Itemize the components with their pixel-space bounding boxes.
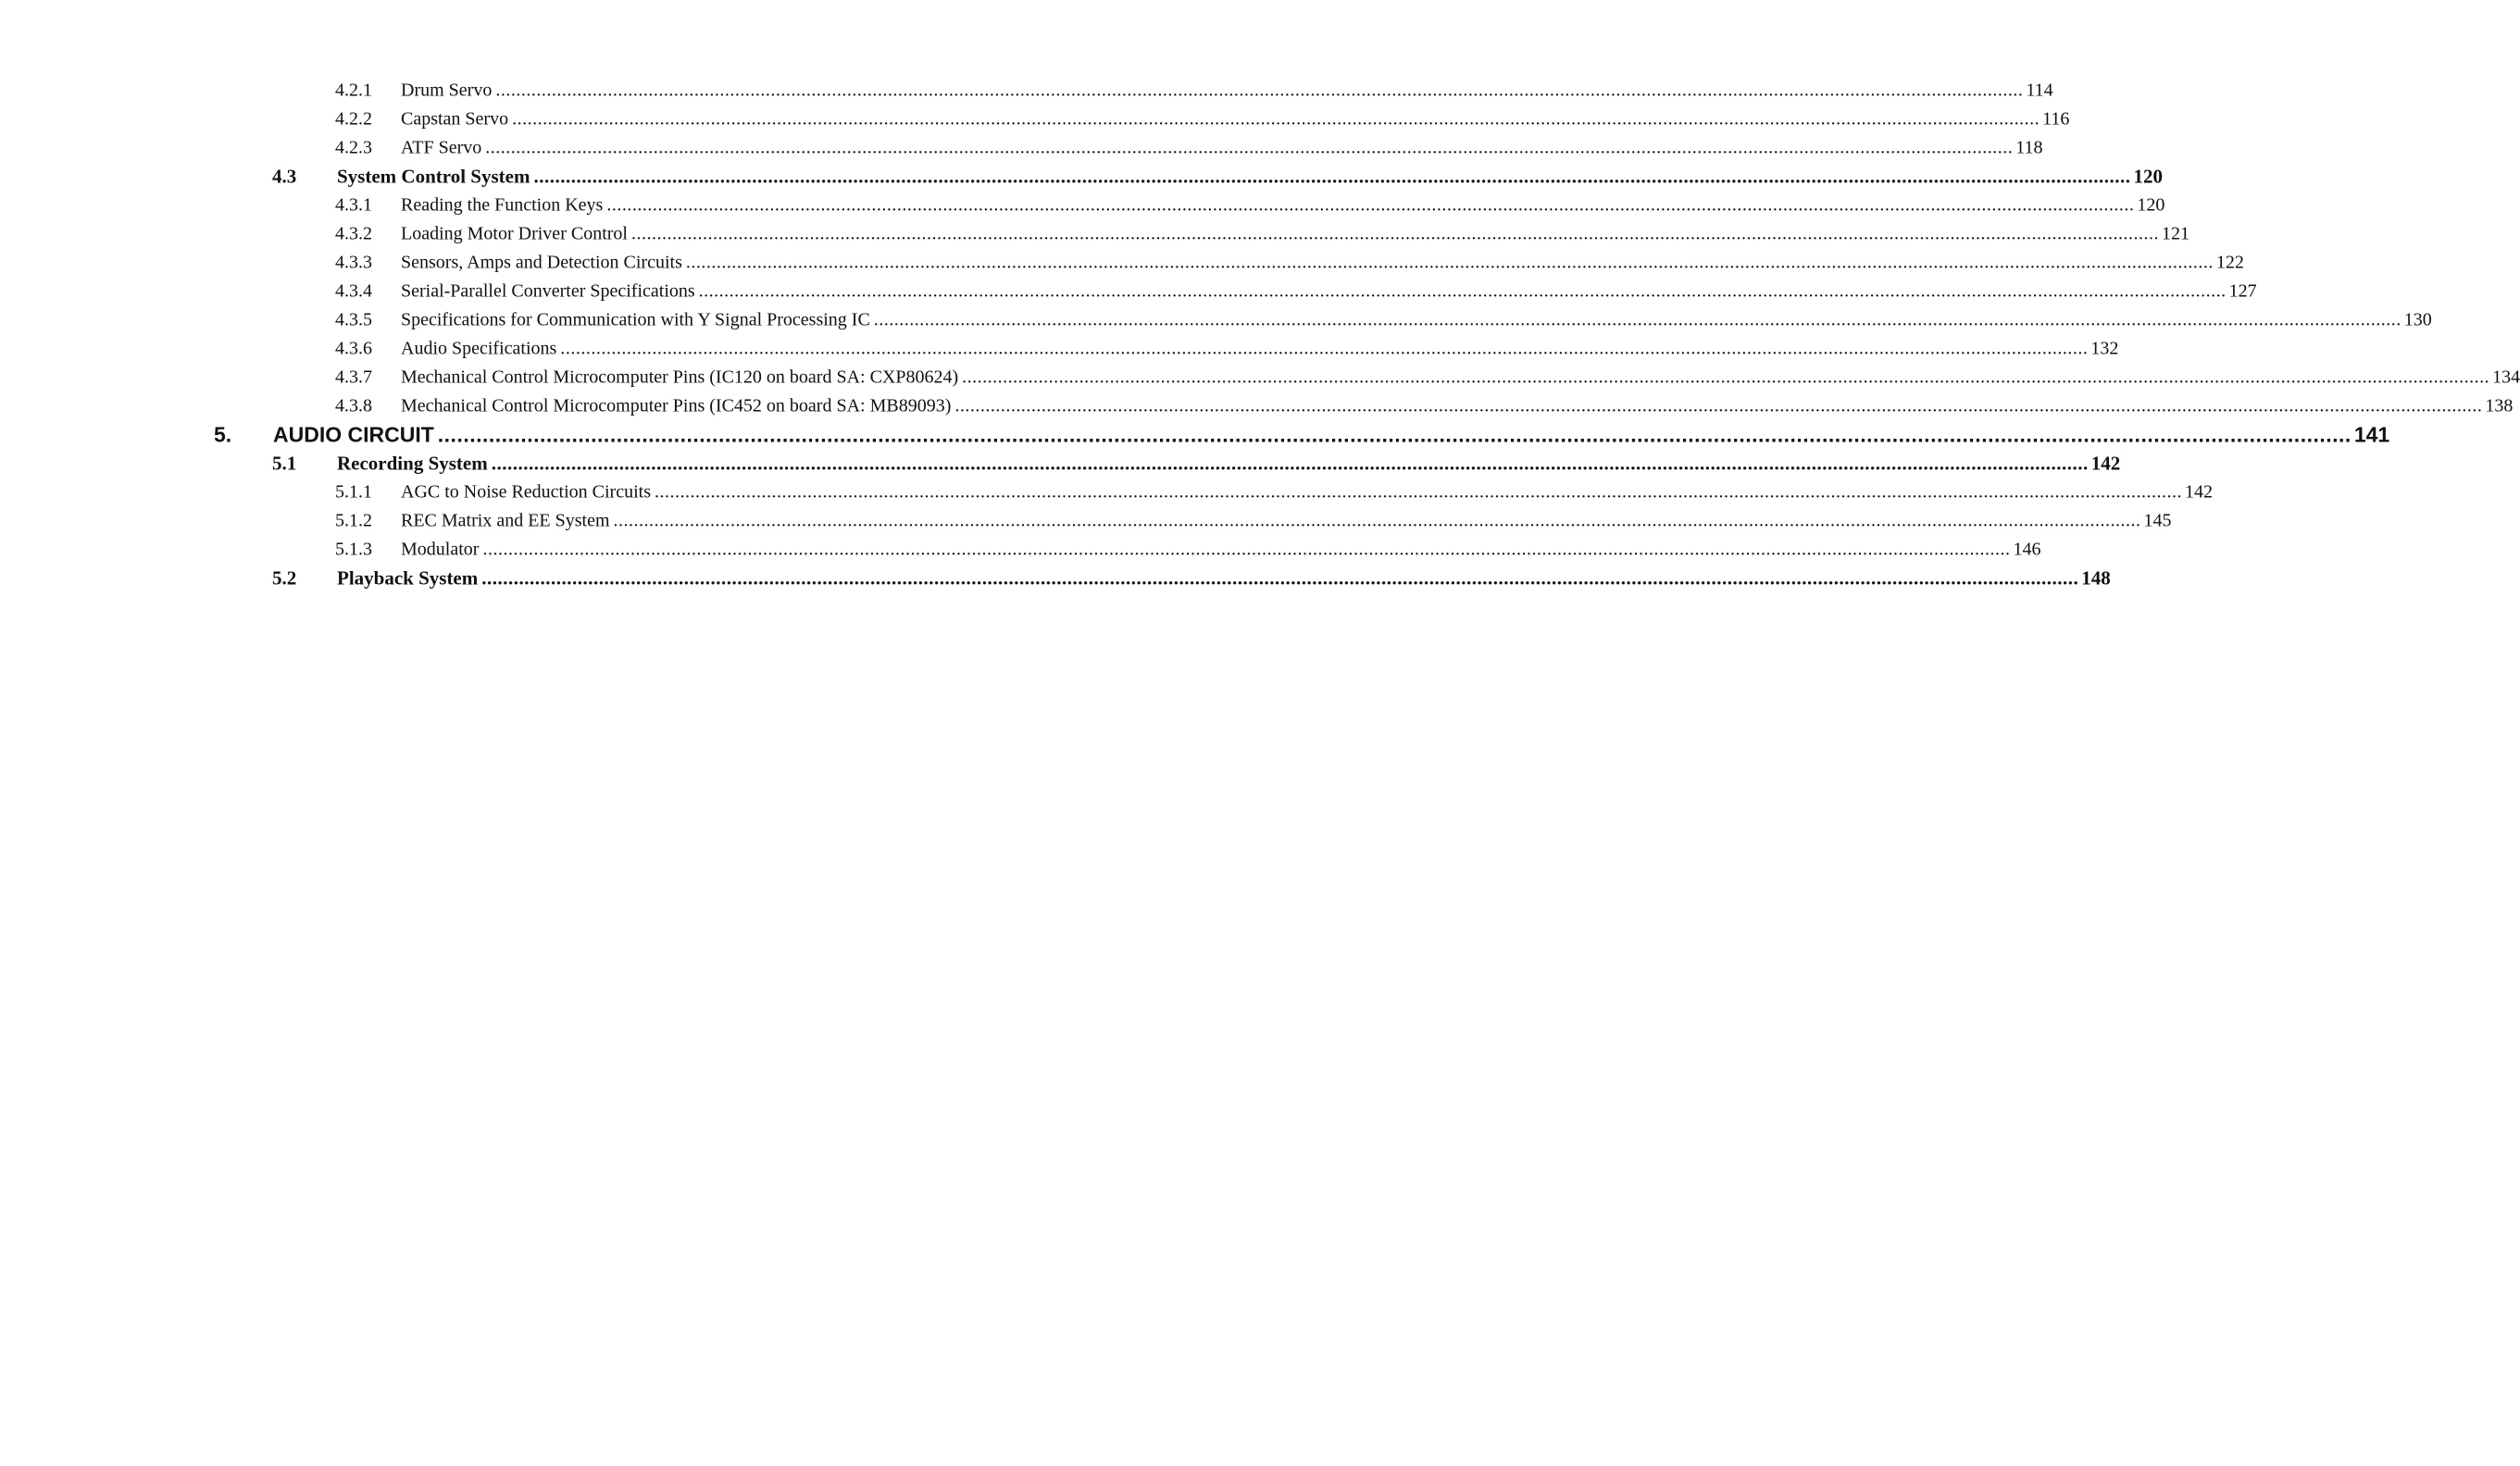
toc-entry-page: 132 — [2090, 338, 2119, 358]
toc-entry-page: 127 — [2228, 280, 2257, 301]
toc-entry-title: Audio Specifications — [401, 338, 557, 358]
toc-chapter-number: 5. — [214, 422, 232, 446]
toc-entry — [0, 535, 2041, 564]
dot-leader: ............................................................................................................................................................................................................................................................................................................ — [698, 280, 2227, 301]
toc-section-number: 4.3 — [272, 165, 297, 187]
toc-entry-page: 122 — [2215, 252, 2244, 272]
dot-leader: ............................................................................................................................................................................................................................................................................................................ — [512, 108, 2040, 129]
toc-entry-line — [401, 539, 2041, 560]
toc-entry-line — [401, 80, 2053, 101]
toc-section-line — [337, 452, 2121, 475]
dot-leader: ............................................................................................................................................................................................................................................................................................................ — [491, 452, 2089, 474]
toc-entry-title: AGC to Noise Reduction Circuits — [401, 481, 651, 502]
dot-leader: ............................................................................................................................................................................................................................................................................................................ — [481, 566, 2079, 589]
toc-section-title: Playback System — [337, 566, 479, 589]
toc-section-page: 120 — [2133, 165, 2163, 187]
toc-entry — [0, 133, 2043, 162]
toc-entry-title: Serial-Parallel Converter Specifications — [401, 280, 695, 301]
toc-entry-number: 4.3.5 — [335, 309, 372, 329]
dot-leader: ............................................................................................................................................................................................................................................................................................................ — [485, 137, 2014, 157]
toc-entry-number: 4.3.7 — [335, 366, 372, 387]
toc-entry-page: 130 — [2403, 309, 2432, 329]
toc-entry — [0, 506, 2172, 535]
toc-entry — [0, 391, 2514, 420]
toc-chapter-line — [273, 422, 2390, 447]
toc-entry-line — [401, 338, 2119, 359]
toc-entry-title: REC Matrix and EE System — [401, 510, 610, 530]
toc-entry-page: 118 — [2015, 137, 2043, 157]
toc-section-number: 5.1 — [272, 452, 297, 474]
toc-entry-title: Drum Servo — [401, 80, 493, 100]
dot-leader: ............................................................................................................................................................................................................................................................................................................ — [533, 165, 2131, 187]
toc-entry-page: 116 — [2042, 108, 2070, 129]
toc-entry-title: Mechanical Control Microcomputer Pins (IC120 on board SA: CXP80624) — [401, 366, 959, 387]
dot-leader: ............................................................................................................................................................................................................................................................................................................ — [873, 309, 2401, 329]
dot-leader: ............................................................................................................................................................................................................................................................................................................ — [962, 366, 2490, 387]
toc-entry-number: 4.3.4 — [335, 280, 372, 301]
toc-entry-page: 120 — [2137, 194, 2165, 215]
toc-entry-page: 138 — [2485, 395, 2514, 416]
toc-entry-line — [401, 223, 2189, 244]
dot-leader: ............................................................................................................................................................................................................................................................................................................ — [685, 252, 2214, 272]
dot-leader: ............................................................................................................................................................................................................................................................................................................ — [482, 539, 2011, 559]
table-of-contents — [0, 76, 2520, 592]
toc-entry-line — [401, 194, 2165, 216]
dot-leader: ............................................................................................................................................................................................................................................................................................................ — [654, 481, 2182, 502]
toc-entry — [0, 305, 2432, 334]
dot-leader: ............................................................................................................................................................................................................................................................................................................ — [437, 422, 2352, 446]
toc-entry — [0, 191, 2165, 219]
toc-section-line — [337, 566, 2111, 590]
toc-entry-number: 4.3.3 — [335, 252, 372, 272]
toc-entry-number: 5.1.3 — [335, 539, 372, 559]
toc-chapter-title: AUDIO CIRCUIT — [273, 422, 434, 446]
toc-entry — [0, 76, 2053, 105]
toc-entry-number: 4.3.6 — [335, 338, 372, 358]
toc-section-page: 142 — [2090, 452, 2121, 474]
toc-entry-page: 134 — [2492, 366, 2520, 387]
toc-entry-page: 121 — [2161, 223, 2189, 243]
toc-entry-page: 146 — [2013, 539, 2041, 559]
toc-section-title: System Control System — [337, 165, 530, 187]
toc-entry-page: 145 — [2143, 510, 2172, 530]
toc-entry-number: 4.2.2 — [335, 108, 372, 129]
toc-entry-page: 114 — [2026, 80, 2053, 100]
toc-entry-line — [401, 137, 2043, 158]
toc-entry — [0, 219, 2189, 248]
toc-chapter-page: 141 — [2353, 422, 2390, 446]
toc-section — [0, 449, 2121, 478]
toc-entry-title: Capstan Servo — [401, 108, 509, 129]
toc-entry — [0, 248, 2244, 277]
toc-entry — [0, 105, 2070, 133]
toc-entry — [0, 363, 2520, 391]
toc-section — [0, 564, 2111, 592]
toc-entry-page: 142 — [2184, 481, 2213, 502]
dot-leader: ............................................................................................................................................................................................................................................................................................................ — [954, 395, 2483, 416]
toc-section-line — [337, 165, 2163, 188]
toc-entry-number: 5.1.2 — [335, 510, 372, 530]
toc-section-title: Recording System — [337, 452, 488, 474]
toc-entry-title: Specifications for Communication with Y Signal Processing IC — [401, 309, 870, 329]
toc-chapter — [0, 420, 2390, 449]
toc-entry-number: 4.2.1 — [335, 80, 372, 100]
toc-section-number: 5.2 — [272, 566, 297, 589]
dot-leader: ............................................................................................................................................................................................................................................................................................................ — [630, 223, 2159, 243]
toc-entry — [0, 334, 2119, 363]
dot-leader: ............................................................................................................................................................................................................................................................................................................ — [495, 80, 2024, 100]
toc-entry-title: Modulator — [401, 539, 480, 559]
toc-entry-number: 4.3.8 — [335, 395, 372, 416]
dot-leader: ............................................................................................................................................................................................................................................................................................................ — [560, 338, 2089, 358]
toc-entry-number: 5.1.1 — [335, 481, 372, 502]
toc-entry-title: Reading the Function Keys — [401, 194, 604, 215]
toc-entry-title: Mechanical Control Microcomputer Pins (IC452 on board SA: MB89093) — [401, 395, 952, 416]
toc-entry-line — [401, 280, 2257, 302]
toc-entry — [0, 277, 2257, 305]
toc-entry-title: Sensors, Amps and Detection Circuits — [401, 252, 682, 272]
toc-section — [0, 162, 2163, 191]
toc-entry-line — [401, 395, 2514, 416]
toc-entry-number: 4.3.1 — [335, 194, 372, 215]
toc-entry-title: Loading Motor Driver Control — [401, 223, 628, 243]
toc-entry-line — [401, 481, 2213, 503]
dot-leader: ............................................................................................................................................................................................................................................................................................................ — [613, 510, 2141, 530]
toc-entry-line — [401, 510, 2172, 531]
toc-entry-title: ATF Servo — [401, 137, 482, 157]
toc-entry-line — [401, 252, 2244, 273]
toc-entry-line — [401, 108, 2070, 130]
toc-entry-line — [401, 366, 2520, 388]
toc-entry-number: 4.2.3 — [335, 137, 372, 157]
dot-leader: ............................................................................................................................................................................................................................................................................................................ — [606, 194, 2135, 215]
toc-entry — [0, 478, 2213, 506]
toc-section-page: 148 — [2081, 566, 2111, 589]
toc-entry-number: 4.3.2 — [335, 223, 372, 243]
toc-entry-line — [401, 309, 2432, 330]
